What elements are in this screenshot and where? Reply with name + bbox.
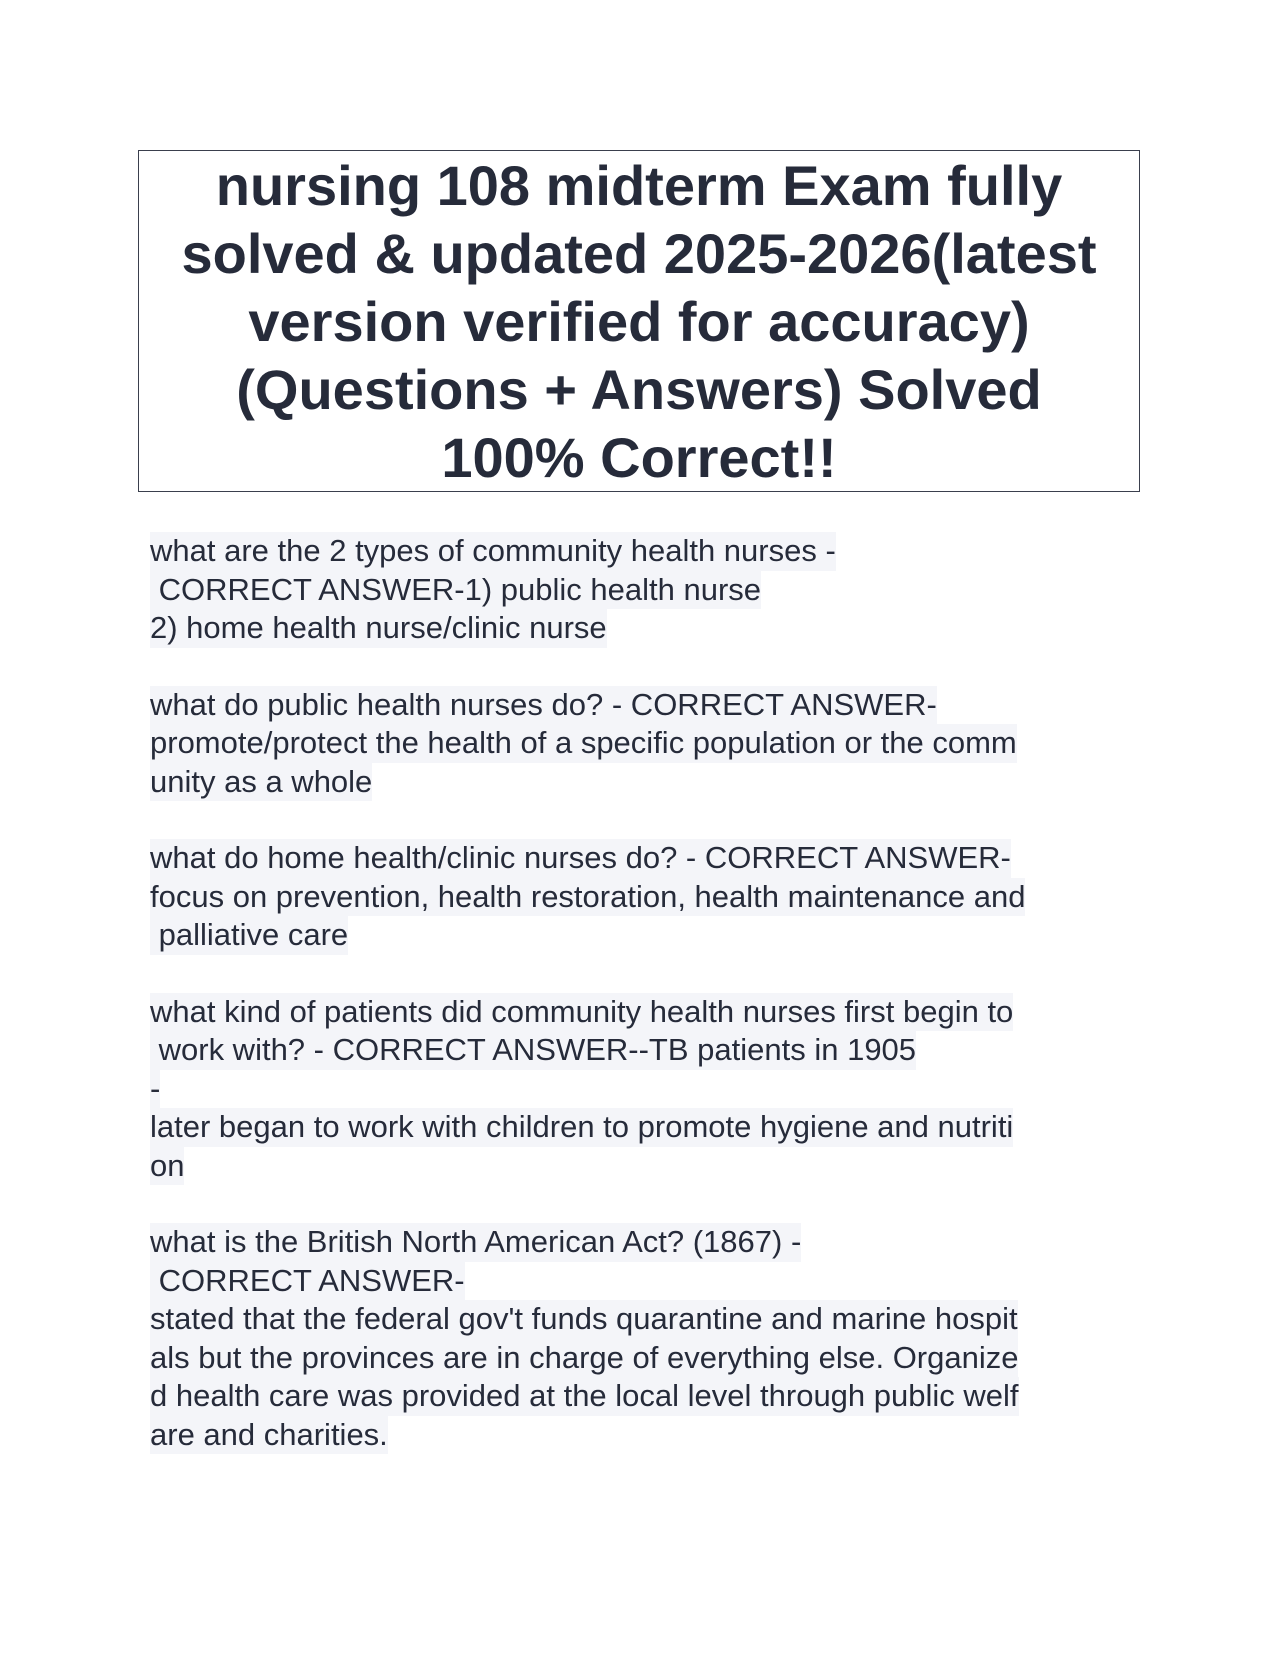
title-line: (Questions + Answers) Solved (236, 358, 1042, 421)
qa-text-line: CORRECT ANSWER-1) public health nurse (150, 571, 761, 610)
qa-text-line: focus on prevention, health restoration, health maintenance and (150, 878, 1025, 917)
title-line: solved & updated 2025-2026(latest (181, 222, 1097, 285)
qa-text-line: what kind of patients did community health nurses first begin to (150, 993, 1013, 1032)
qa-text-line: are and charities. (150, 1416, 388, 1455)
qa-text-line: als but the provinces are in charge of everything else. Organize (150, 1339, 1018, 1378)
qa-text-line: work with? - CORRECT ANSWER--TB patients in 1905 (150, 1031, 916, 1070)
qa-text-line: - (150, 1070, 160, 1109)
qa-text-line: stated that the federal gov't funds quarantine and marine hospit (150, 1300, 1018, 1339)
qa-text-line: what do public health nurses do? - CORRECT ANSWER- (150, 686, 937, 725)
qa-text-line: palliative care (150, 916, 348, 955)
qa-text-line: later began to work with children to promote hygiene and nutriti (150, 1108, 1013, 1147)
document-title-box (138, 150, 1140, 492)
qa-list (150, 532, 1150, 1492)
qa-item (150, 532, 1150, 648)
qa-item (150, 686, 1150, 802)
qa-text-line: 2) home health nurse/clinic nurse (150, 609, 607, 648)
qa-item (150, 1223, 1150, 1454)
qa-item (150, 993, 1150, 1186)
title-line: nursing 108 midterm Exam fully (215, 154, 1063, 217)
qa-text-line: promote/protect the health of a specific population or the comm (150, 724, 1017, 763)
title-line: 100% Correct!! (441, 426, 837, 489)
qa-item (150, 839, 1150, 955)
qa-text-line: what do home health/clinic nurses do? - CORRECT ANSWER- (150, 839, 1011, 878)
qa-text-line: what are the 2 types of community health nurses - (150, 532, 836, 571)
qa-text-line: CORRECT ANSWER- (150, 1262, 465, 1301)
title-line: version verified for accuracy) (248, 290, 1030, 353)
qa-text-line: unity as a whole (150, 763, 372, 802)
qa-text-line: on (150, 1147, 184, 1186)
qa-text-line: d health care was provided at the local level through public welf (150, 1377, 1019, 1416)
qa-text-line: what is the British North American Act? (1867) - (150, 1223, 801, 1262)
